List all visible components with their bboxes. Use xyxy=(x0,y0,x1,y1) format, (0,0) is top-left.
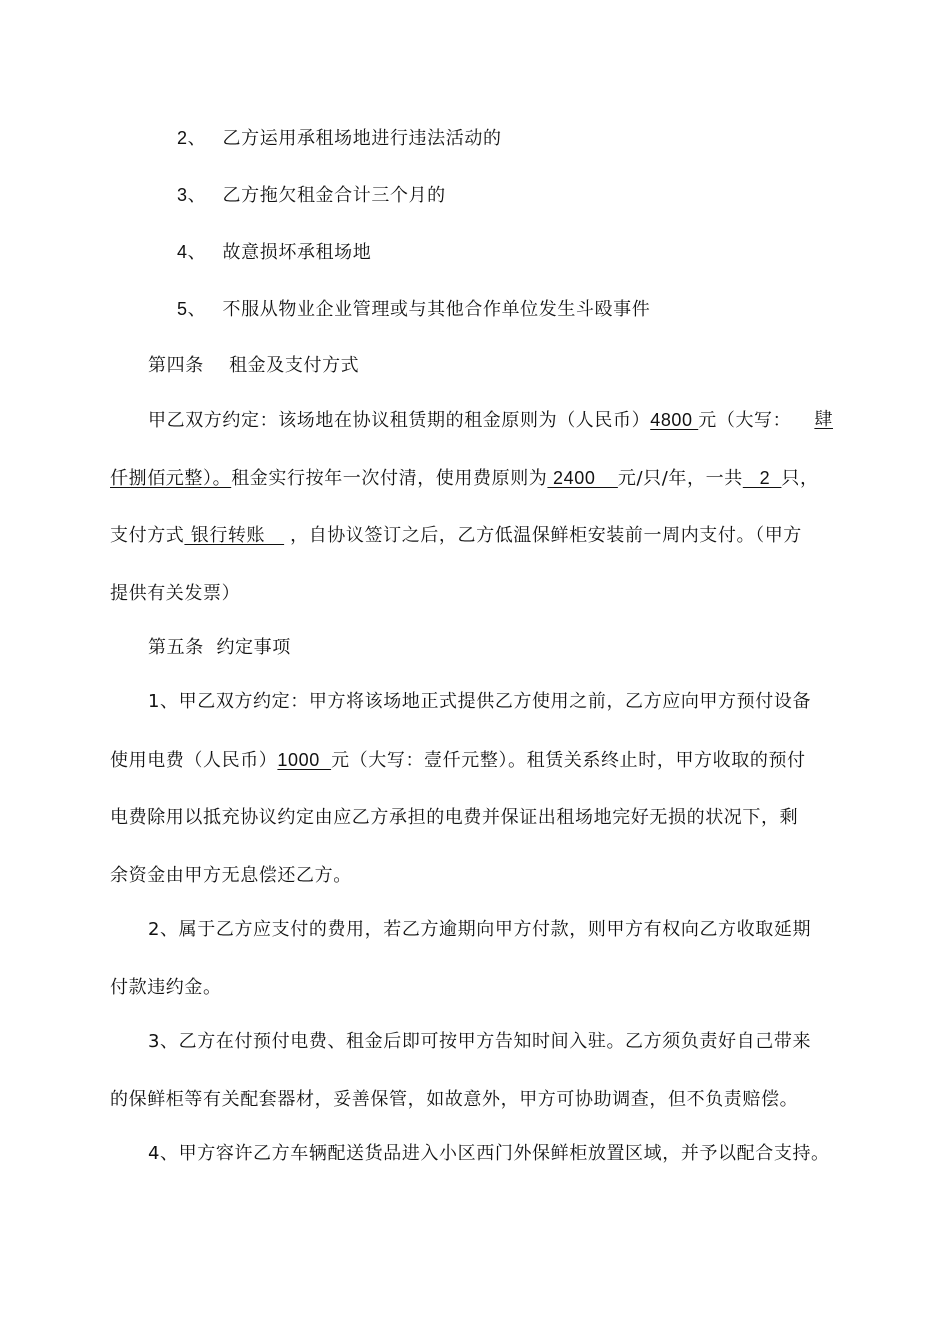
list-item-5 xyxy=(177,297,650,322)
rent-upper-b: 仟捌佰元整）。 xyxy=(110,468,232,489)
rent-upper-a: 肆 xyxy=(814,409,833,430)
pay-method: 银行转账 xyxy=(184,525,285,546)
cabinet-count: 2 xyxy=(742,468,782,488)
deposit-prefix: 使用电费（人民币） xyxy=(110,750,278,771)
fee-amount: 2400 xyxy=(547,468,618,488)
article4-para-line4: 提供有关发票） xyxy=(110,583,241,604)
fee-mid: 租金实行按年一次付清，使用费原则为 xyxy=(231,468,548,489)
list-item-4 xyxy=(177,240,371,265)
list-number: 2、 xyxy=(177,128,207,148)
article5-item1-line2 xyxy=(110,748,806,773)
list-text: 故意损坏承租场地 xyxy=(222,242,372,263)
list-text: 乙方拖欠租金合计三个月的 xyxy=(222,185,446,206)
list-number: 3、 xyxy=(177,185,207,205)
article5-item2-line2: 付款违约金。 xyxy=(110,977,222,998)
rent-mid: 元（大写： xyxy=(698,410,792,431)
list-text: 不服从物业企业管理或与其他合作单位发生斗殴事件 xyxy=(222,299,651,320)
rent-amount: 4800 xyxy=(650,410,699,430)
deposit-rest: 元（大写：壹仟元整）。租赁关系终止时，甲方收取的预付 xyxy=(331,750,806,771)
article5-item1-line1: 1、甲乙双方约定：甲方将该场地正式提供乙方使用之前，乙方应向甲方预付设备 xyxy=(148,691,812,712)
article5-item4-line1: 4、甲方容许乙方车辆配送货品进入小区西门外保鲜柜放置区域，并予以配合支持。 xyxy=(148,1143,830,1164)
article5-item3-line1: 3、乙方在付预付电费、租金后即可按甲方告知时间入驻。乙方须负责好自己带来 xyxy=(148,1031,812,1052)
article5-item3-line2: 的保鲜柜等有关配套器材，妥善保管，如故意外，甲方可协助调查，但不负责赔偿。 xyxy=(110,1089,799,1110)
pay-prefix: 支付方式 xyxy=(110,525,185,546)
list-text: 乙方运用承租场地进行违法活动的 xyxy=(222,128,502,149)
article5-item1-line4: 余资金由甲方无息偿还乙方。 xyxy=(110,865,352,886)
article4-para-line2 xyxy=(110,466,840,491)
article4-para-line3 xyxy=(110,524,802,548)
article4-para-line1 xyxy=(148,408,833,433)
list-item-3 xyxy=(177,183,446,208)
deposit-amount: 1000 xyxy=(277,750,332,770)
article4-title: 第四条 租金及支付方式 xyxy=(148,355,360,376)
article5-title: 第五条 约定事项 xyxy=(148,637,291,658)
count-end: 只， xyxy=(781,468,819,489)
rent-prefix: 甲乙双方约定：该场地在协议租赁期的租金原则为（人民币） xyxy=(148,410,651,431)
list-number: 4、 xyxy=(177,242,207,262)
pay-rest: ，自协议签订之后，乙方低温保鲜柜安装前一周内支付。（甲方 xyxy=(290,525,802,546)
fee-unit: 元/只/年，一共 xyxy=(617,468,743,489)
article5-item1-line3: 电费除用以抵充协议约定由应乙方承担的电费并保证出租场地完好无损的状况下，剩 xyxy=(110,807,799,828)
article5-item2-line1: 2、属于乙方应支付的费用，若乙方逾期向甲方付款，则甲方有权向乙方收取延期 xyxy=(148,919,812,940)
list-number: 5、 xyxy=(177,299,207,319)
list-item-2 xyxy=(177,126,502,151)
